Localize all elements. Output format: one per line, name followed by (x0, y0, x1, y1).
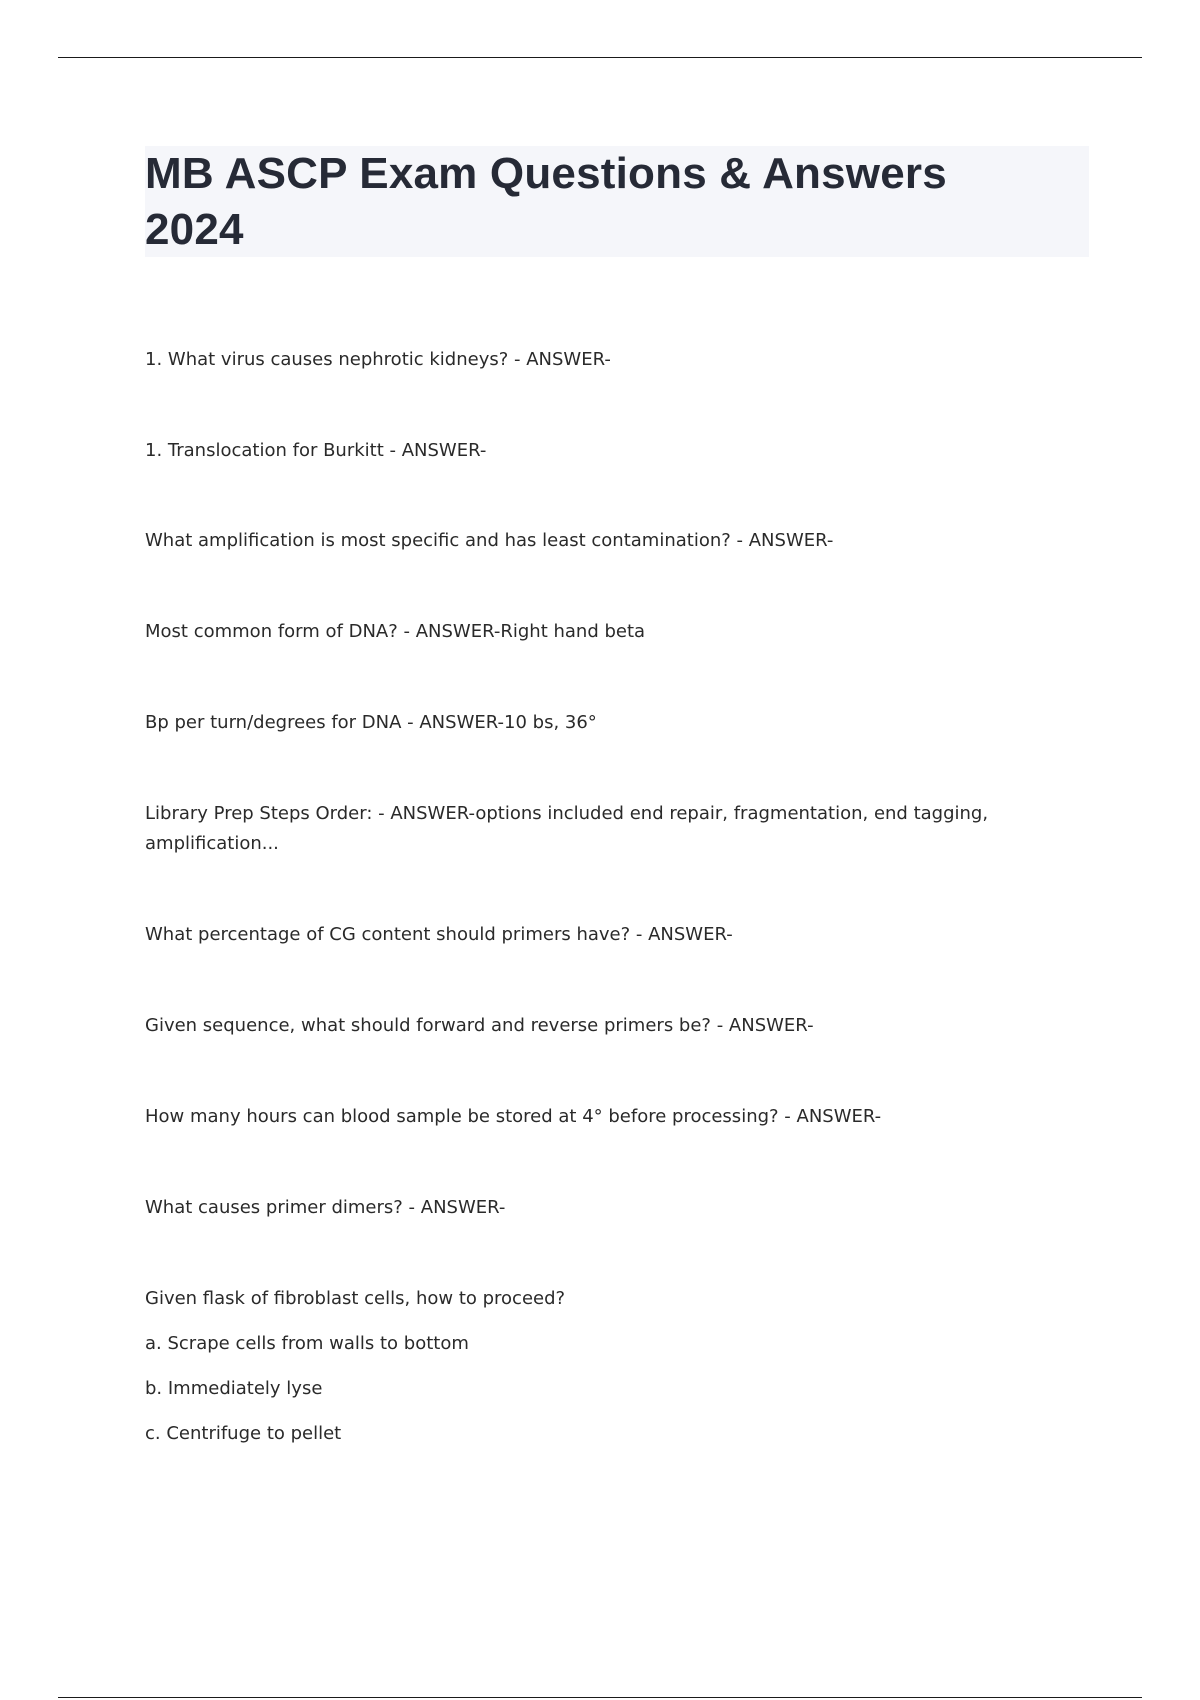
question-item: What amplification is most specific and has least contamination? - ANSWER- (145, 530, 834, 551)
question-item: Bp per turn/degrees for DNA - ANSWER-10 bs, 36° (145, 712, 597, 733)
bottom-divider (58, 1697, 1142, 1698)
question-item: How many hours can blood sample be stored at 4° before processing? - ANSWER- (145, 1106, 882, 1127)
answer-option: b. Immediately lyse (145, 1378, 323, 1399)
title-block (145, 146, 1089, 257)
answer-option: a. Scrape cells from walls to bottom (145, 1333, 469, 1354)
question-item: Given sequence, what should forward and reverse primers be? - ANSWER- (145, 1015, 814, 1036)
question-item: Given flask of fibroblast cells, how to proceed? (145, 1288, 566, 1309)
answer-option: c. Centrifuge to pellet (145, 1423, 342, 1444)
document-title (145, 146, 1089, 258)
question-item: 1. What virus causes nephrotic kidneys? - ANSWER- (145, 349, 611, 370)
question-item: What causes primer dimers? - ANSWER- (145, 1197, 506, 1218)
title-line-1: MB ASCP Exam Questions & Answers (145, 149, 947, 198)
question-item: Library Prep Steps Order: - ANSWER-options included end repair, fragmentation, end tagging, amplification... (145, 803, 989, 854)
question-item: 1. Translocation for Burkitt - ANSWER- (145, 440, 487, 461)
question-item: What percentage of CG content should primers have? - ANSWER- (145, 924, 733, 945)
question-item: Most common form of DNA? - ANSWER-Right hand beta (145, 621, 646, 642)
top-divider (58, 57, 1142, 58)
title-line-2: 2024 (145, 205, 244, 254)
